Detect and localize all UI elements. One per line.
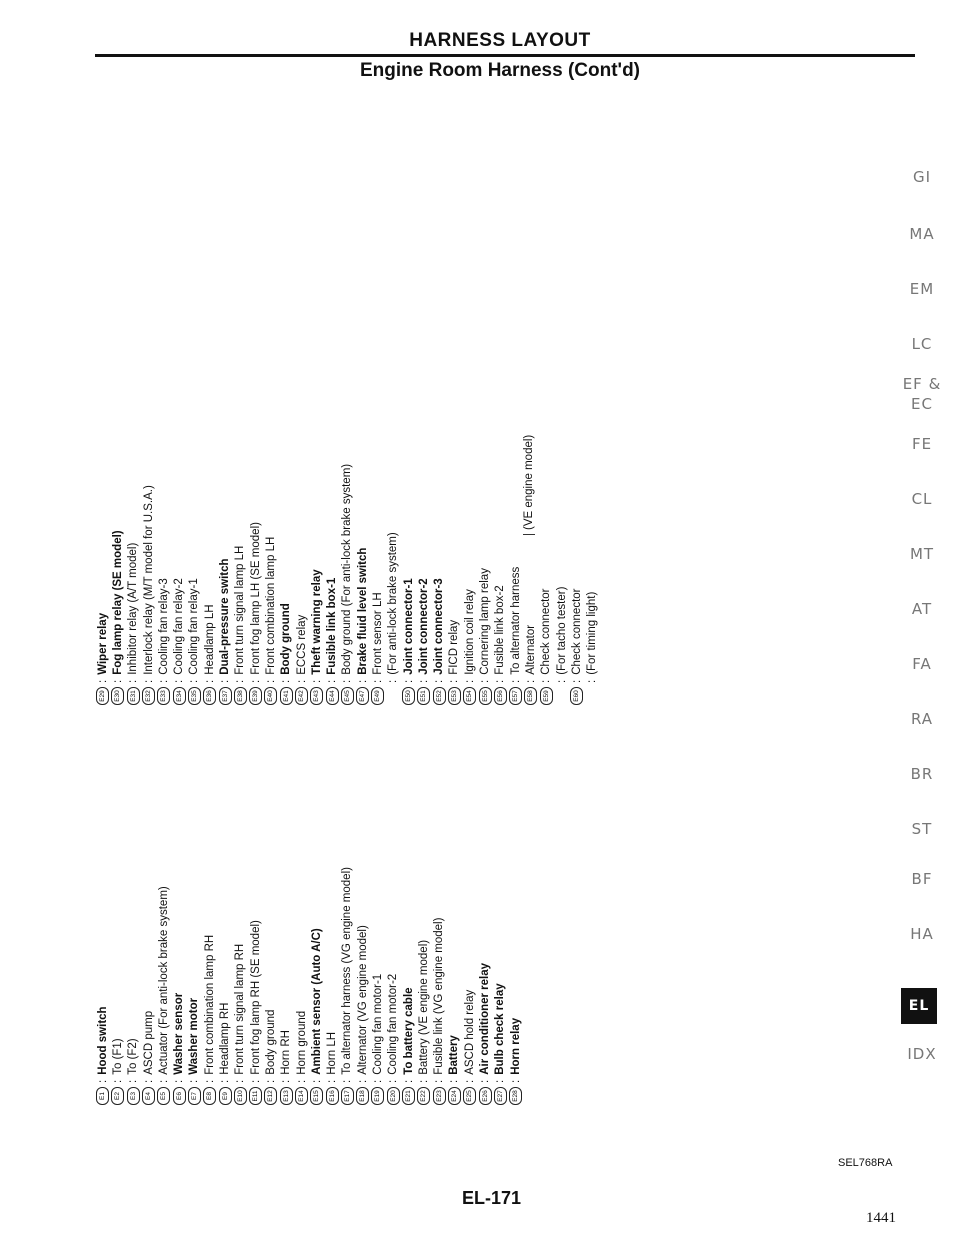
connector-description: Joint connector-3 (433, 578, 446, 675)
connector-entry (477, 185, 492, 705)
separator: : (203, 679, 216, 683)
separator: : (433, 679, 446, 683)
separator: : (249, 679, 262, 683)
connector-code-badge: E36 (203, 687, 216, 705)
connector-code-badge: E57 (509, 687, 522, 705)
separator: : (96, 1079, 109, 1083)
connector-entry (508, 185, 523, 705)
connector-entry (462, 185, 477, 705)
connector-code-badge: E40 (264, 687, 277, 705)
separator: : (264, 679, 277, 683)
connector-code-badge: E19 (371, 1087, 384, 1105)
connector-code-badge: E39 (249, 687, 262, 705)
separator: : (157, 1079, 170, 1083)
connector-description: Horn relay (509, 1017, 522, 1075)
connector-description: Cooling fan motor-2 (387, 973, 400, 1075)
connector-code-badge: E60 (570, 687, 583, 705)
separator: : (356, 679, 369, 683)
connector-code-badge: E24 (448, 1087, 461, 1105)
section-tab-ra: RA (910, 710, 934, 728)
connector-code-badge: E2 (111, 1087, 124, 1105)
connector-description: ECCS relay (295, 614, 308, 675)
separator: : (463, 1079, 476, 1083)
separator: : (234, 1079, 247, 1083)
connector-description: To battery cable (402, 987, 415, 1075)
connector-entry (416, 185, 431, 705)
connector-description: Washer sensor (173, 992, 186, 1075)
section-tab-ma: MA (909, 225, 935, 243)
connector-entry (386, 185, 401, 705)
connector-code-badge: E53 (448, 687, 461, 705)
connector-description: Theft warning relay (310, 569, 323, 675)
connector-code-badge: E22 (417, 1087, 430, 1105)
connector-code-badge: E34 (173, 687, 186, 705)
connector-entry (202, 185, 217, 705)
separator: : (188, 1079, 201, 1083)
connector-description: FICD relay (448, 619, 461, 675)
separator: : (356, 1079, 369, 1083)
connector-description: Cooling fan relay-2 (173, 578, 186, 675)
connector-code-badge: E21 (402, 1087, 415, 1105)
separator: : (524, 679, 537, 683)
connector-description: (For anti-lock brake system) (387, 532, 400, 675)
connector-code-badge: E27 (494, 1087, 507, 1105)
connector-description: Hood switch (96, 1006, 109, 1075)
section-tab-idx: IDX (907, 1045, 937, 1063)
connector-code-badge: E50 (402, 687, 415, 705)
connector-description: (For tacho tester) (555, 586, 568, 675)
connector-entry (233, 185, 248, 705)
separator: : (203, 1079, 216, 1083)
connector-code-badge: E4 (142, 1087, 155, 1105)
connector-code-badge: E16 (326, 1087, 339, 1105)
separator: : (448, 1079, 461, 1083)
connector-code-badge: E7 (188, 1087, 201, 1105)
section-tab-bf: BF (911, 870, 933, 888)
connector-entry (401, 185, 416, 705)
connector-description: Battery (448, 1035, 461, 1075)
connector-entry (171, 185, 186, 705)
separator: : (280, 1079, 293, 1083)
connector-list-right (95, 185, 599, 705)
connector-entry (585, 185, 600, 705)
separator: : (494, 679, 507, 683)
section-tab-ef: EF & (902, 375, 942, 393)
connector-description: Headlamp RH (219, 1002, 232, 1075)
section-tab-fe: FE (911, 435, 933, 453)
connector-entry (539, 185, 554, 705)
section-tab-lc: LC (911, 335, 933, 353)
separator: : (417, 1079, 430, 1083)
connector-entry (355, 185, 370, 705)
connector-description: ASCD hold relay (463, 989, 476, 1075)
connector-entry (95, 185, 110, 705)
connector-description: Inhibitor relay (A/T model) (127, 542, 140, 675)
separator: : (157, 679, 170, 683)
connector-entry (156, 185, 171, 705)
connector-entry (248, 185, 263, 705)
section-tab-ec: EC (911, 395, 933, 413)
separator: : (540, 679, 553, 683)
separator: : (341, 1079, 354, 1083)
section-tab-at: AT (911, 600, 933, 618)
separator: : (463, 679, 476, 683)
connector-code-badge: E55 (479, 687, 492, 705)
connector-description: Brake fluid level switch (356, 547, 369, 675)
page-subtitle: Engine Room Harness (Cont'd) (359, 60, 641, 81)
connector-description: Joint connector-1 (402, 578, 415, 675)
connector-code-badge: E5 (157, 1087, 170, 1105)
connector-entry (187, 185, 202, 705)
connector-code-badge: E52 (433, 687, 446, 705)
connector-description: Dual-pressure switch (219, 558, 232, 675)
separator: : (433, 1079, 446, 1083)
connector-entry (294, 185, 309, 705)
connector-code-badge: E37 (219, 687, 232, 705)
separator: : (111, 1079, 124, 1083)
section-tab-st: ST (911, 820, 933, 838)
separator: : (219, 679, 232, 683)
separator: : (96, 679, 109, 683)
separator: : (142, 1079, 155, 1083)
connector-description: Ignition coil relay (463, 589, 476, 675)
connector-description: Front turn signal lamp LH (234, 545, 247, 675)
connector-description: Wiper relay (96, 612, 109, 675)
separator: : (111, 679, 124, 683)
connector-description: Fog lamp relay (SE model) (111, 530, 124, 675)
connector-code-badge: E3 (127, 1087, 140, 1105)
connector-description: Front fog lamp LH (SE model) (249, 522, 262, 675)
connector-code-badge: E20 (387, 1087, 400, 1105)
separator: : (371, 679, 384, 683)
connector-description: Front combination lamp LH (264, 536, 277, 675)
connector-description: ASCD pump (142, 1010, 155, 1075)
connector-description: Body ground (For anti-lock brake system) (341, 463, 354, 675)
connector-description: Cooling fan relay-1 (188, 578, 201, 675)
connector-description: Cooling fan motor-1 (371, 973, 384, 1075)
connector-description: Joint connector-2 (417, 578, 430, 675)
connector-description: Front sensor LH (371, 592, 384, 675)
connector-code-badge: E13 (280, 1087, 293, 1105)
section-tab-gi: GI (912, 168, 932, 186)
connector-description: Bulb check relay (494, 983, 507, 1075)
connector-description: Horn LH (326, 1031, 339, 1075)
connector-code-badge: E45 (341, 687, 354, 705)
header-rule (95, 54, 915, 57)
section-tab-cl: CL (911, 490, 933, 508)
separator: : (127, 679, 140, 683)
separator: : (479, 679, 492, 683)
connector-description: To alternator harness (509, 566, 522, 675)
figure-code: SEL768RA (838, 1157, 893, 1169)
section-tab-ha: HA (910, 925, 934, 943)
connector-code-badge: E12 (264, 1087, 277, 1105)
connector-description: Ambient sensor (Auto A/C) (310, 928, 323, 1075)
connector-entry (309, 185, 324, 705)
connector-description: Fusible link box-1 (326, 577, 339, 675)
separator: : (402, 679, 415, 683)
connector-description: Horn ground (295, 1010, 308, 1075)
separator: : (387, 1079, 400, 1083)
engine-note: (VE engine model) (523, 435, 535, 535)
separator: : (295, 679, 308, 683)
connector-description: Body ground (280, 603, 293, 675)
connector-code-badge: E17 (341, 1087, 354, 1105)
section-tab-el: EL (901, 988, 937, 1024)
separator: : (249, 1079, 262, 1083)
connector-description: To (F1) (111, 1038, 124, 1075)
connector-code-badge: E56 (494, 687, 507, 705)
connector-description: Air conditioner relay (479, 962, 492, 1075)
connector-code-badge: E33 (157, 687, 170, 705)
connector-code-badge: E49 (371, 687, 384, 705)
section-tab-mt: MT (909, 545, 935, 563)
separator: : (173, 1079, 186, 1083)
connector-description: Front combination lamp RH (203, 934, 216, 1075)
separator: : (326, 1079, 339, 1083)
connector-description: Cornering lamp relay (479, 568, 492, 675)
connector-code-badge: E9 (219, 1087, 232, 1105)
separator: : (555, 679, 568, 683)
connector-description: Alternator (VG engine model) (356, 925, 369, 1075)
connector-description: Battery (VE engine model) (417, 939, 430, 1075)
print-number: 1441 (866, 1210, 896, 1226)
connector-entry (324, 185, 339, 705)
connector-entry (447, 185, 462, 705)
connector-entry (217, 185, 232, 705)
connector-description: Check connector (540, 588, 553, 675)
connector-entry (493, 185, 508, 705)
connector-description: Fusible link (VG engine model) (433, 917, 446, 1075)
separator: : (417, 679, 430, 683)
separator: : (234, 679, 247, 683)
connector-entry (370, 185, 385, 705)
connector-code-badge: E6 (173, 1087, 186, 1105)
connector-description: Horn RH (280, 1030, 293, 1075)
separator: : (586, 679, 599, 683)
connector-code-badge: E58 (524, 687, 537, 705)
connector-code-badge: E28 (509, 1087, 522, 1105)
connector-code-badge: E1 (96, 1087, 109, 1105)
connector-code-badge: E11 (249, 1087, 262, 1105)
separator: : (173, 679, 186, 683)
connector-code-badge: E54 (463, 687, 476, 705)
connector-code-badge: E44 (326, 687, 339, 705)
connector-description: Front fog lamp RH (SE model) (249, 920, 262, 1075)
connector-code-badge: E42 (295, 687, 308, 705)
connector-code-badge: E29 (96, 687, 109, 705)
connector-entry (554, 185, 569, 705)
separator: : (188, 679, 201, 683)
separator: : (402, 1079, 415, 1083)
separator: : (570, 679, 583, 683)
section-tab-em: EM (909, 280, 935, 298)
connector-entry (569, 185, 584, 705)
connector-code-badge: E31 (127, 687, 140, 705)
separator: : (479, 1079, 492, 1083)
connector-code-badge: E41 (280, 687, 293, 705)
connector-code-badge: E59 (540, 687, 553, 705)
connector-description: (For timing light) (586, 591, 599, 675)
connector-description: Interlock relay (M/T model for U.S.A.) (142, 485, 155, 675)
connector-code-badge: E15 (310, 1087, 323, 1105)
connector-description: Alternator (524, 624, 537, 675)
connector-description: Headlamp LH (203, 604, 216, 675)
connector-code-badge: E30 (111, 687, 124, 705)
connector-entry (263, 185, 278, 705)
separator: : (341, 679, 354, 683)
connector-code-badge: E18 (356, 1087, 369, 1105)
separator: : (371, 1079, 384, 1083)
separator: : (448, 679, 461, 683)
connector-description: To (F2) (127, 1038, 140, 1075)
connector-entry (340, 185, 355, 705)
section-tab-br: BR (910, 765, 934, 783)
connector-description: Cooling fan relay-3 (157, 578, 170, 675)
connector-code-badge: E38 (234, 687, 247, 705)
connector-code-badge: E35 (188, 687, 201, 705)
connector-code-badge: E51 (417, 687, 430, 705)
connector-code-badge: E10 (234, 1087, 247, 1105)
connector-code-badge: E43 (310, 687, 323, 705)
connector-entry (126, 185, 141, 705)
separator: : (509, 1079, 522, 1083)
connector-description: Front turn signal lamp RH (234, 943, 247, 1075)
separator: : (280, 679, 293, 683)
connector-entry (110, 185, 125, 705)
page-number: EL-171 (462, 1188, 522, 1208)
connector-entry (279, 185, 294, 705)
separator: : (494, 1079, 507, 1083)
separator: : (127, 1079, 140, 1083)
separator: : (326, 679, 339, 683)
connector-code-badge: E47 (356, 687, 369, 705)
connector-code-badge: E14 (295, 1087, 308, 1105)
connector-description: Check connector (570, 588, 583, 675)
connector-entry (141, 185, 156, 705)
connector-code-badge: E8 (203, 1087, 216, 1105)
separator: : (387, 679, 400, 683)
separator: : (310, 679, 323, 683)
separator: : (264, 1079, 277, 1083)
connector-code-badge: E23 (433, 1087, 446, 1105)
connector-description: Actuator (For anti-lock brake system) (157, 886, 170, 1075)
separator: : (219, 1079, 232, 1083)
separator: : (295, 1079, 308, 1083)
separator: : (509, 679, 522, 683)
connector-code-badge: E32 (142, 687, 155, 705)
connector-description: Fusible link box-2 (494, 585, 507, 675)
connector-description: Body ground (264, 1009, 277, 1075)
page-title: HARNESS LAYOUT (409, 30, 591, 51)
separator: : (142, 679, 155, 683)
connector-code-badge: E26 (479, 1087, 492, 1105)
connector-entry (432, 185, 447, 705)
connector-description: Washer motor (188, 997, 201, 1075)
separator: : (310, 1079, 323, 1083)
section-tab-fa: FA (912, 655, 932, 673)
connector-code-badge: E25 (463, 1087, 476, 1105)
connector-description: To alternator harness (VG engine model) (341, 867, 354, 1075)
